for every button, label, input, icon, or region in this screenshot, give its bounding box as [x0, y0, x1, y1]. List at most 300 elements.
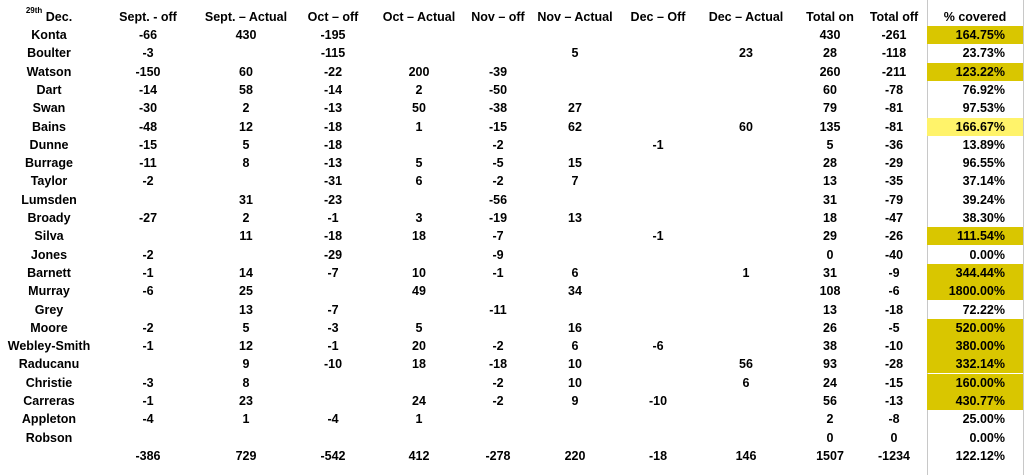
cell-total-off: -47 [884, 211, 904, 225]
cell-oct-actual: 2 [415, 82, 423, 97]
table-row [0, 374, 1024, 392]
cell-sept-actual: 430 [235, 28, 257, 42]
cell-total-on: 38 [823, 339, 837, 354]
player-name: Grey [34, 302, 64, 317]
player-name: Carreras [23, 394, 75, 408]
cell-total-off: -8 [888, 412, 900, 427]
cell-total-off: -18 [884, 302, 904, 317]
player-name: Taylor [30, 174, 68, 189]
cell-oct-actual: 49 [412, 284, 426, 299]
cell-dec-actual [698, 154, 794, 172]
cell-dec-actual: 56 [739, 357, 753, 372]
cell-total-off: -9 [888, 265, 900, 280]
cell-dec-actual [698, 99, 794, 117]
cell-total-off: -29 [884, 156, 904, 171]
cell-sept-actual: 5 [242, 137, 250, 152]
cell-total-on: 31 [823, 192, 837, 207]
table-row [0, 319, 1024, 337]
cell-dec-actual [698, 301, 794, 319]
cell-sept-actual: 9 [242, 357, 250, 372]
header-row [0, 8, 1024, 26]
cell-nov-off: -56 [488, 192, 508, 207]
cell-nov-off: -5 [492, 156, 504, 171]
table-row [0, 191, 1024, 209]
cell-nov-actual: 16 [568, 320, 582, 335]
cell-sept-actual: 58 [239, 82, 253, 97]
header-dec-off: Dec – Off [630, 10, 686, 24]
cell-nov-off: -15 [488, 119, 508, 134]
table-row [0, 227, 1024, 245]
cell-oct-actual [372, 26, 466, 44]
cell-percent-covered: 164.75% [927, 26, 1023, 44]
header-corner [0, 8, 98, 26]
cell-oct-actual: 200 [408, 64, 430, 79]
cell-sept-off [100, 191, 196, 209]
cell-nov-off: -2 [492, 339, 504, 354]
cell-sept-actual: 25 [239, 284, 253, 299]
cell-nov-actual [528, 227, 622, 245]
cell-dec-off [622, 154, 694, 172]
total-dec-actual: 146 [735, 448, 757, 463]
cell-sept-off: -2 [142, 320, 154, 335]
header-sept-off: Sept. - off [119, 10, 177, 24]
cell-nov-actual [528, 136, 622, 154]
cell-nov-off: -2 [492, 394, 504, 408]
table-row [0, 26, 1024, 44]
cell-oct-off: -18 [323, 229, 343, 244]
table-row [0, 118, 1024, 136]
cell-dec-off [622, 209, 694, 227]
cell-oct-off: -31 [323, 174, 343, 189]
cell-dec-actual [698, 191, 794, 209]
cell-total-off: -35 [884, 174, 904, 189]
cell-oct-actual [372, 191, 466, 209]
cell-percent-covered: 0.00% [969, 247, 1005, 262]
cell-sept-off: -1 [142, 339, 154, 354]
total-percent-covered: 122.12% [955, 448, 1005, 463]
cell-sept-off [100, 355, 196, 373]
cell-sept-off: -30 [138, 101, 158, 116]
cell-nov-actual: 6 [571, 265, 579, 280]
cell-oct-actual: 50 [412, 101, 426, 116]
table-row [0, 282, 1024, 300]
cell-total-on: 2 [826, 412, 834, 427]
cell-sept-actual: 5 [242, 320, 250, 335]
table-row [0, 99, 1024, 117]
cell-sept-off: -4 [142, 412, 154, 427]
cell-total-off: -26 [884, 229, 904, 244]
cell-nov-off: -2 [492, 137, 504, 152]
player-name: Barnett [27, 265, 71, 280]
cell-dec-off [622, 282, 694, 300]
cell-percent-covered: 25.00% [962, 412, 1005, 427]
cell-sept-actual: 8 [242, 375, 250, 390]
cell-oct-off: -7 [327, 302, 339, 317]
cell-oct-off: -14 [323, 82, 343, 97]
cell-sept-actual [198, 44, 294, 62]
cell-total-on: 56 [823, 394, 837, 408]
cell-dec-off [622, 118, 694, 136]
cell-total-off: -36 [884, 137, 904, 152]
cell-oct-off: -22 [323, 64, 343, 79]
cell-sept-off: -15 [138, 137, 158, 152]
cell-total-on: 28 [823, 46, 837, 61]
cell-oct-off: -3 [327, 320, 339, 335]
cell-percent-covered: 72.22% [962, 302, 1005, 317]
cell-oct-off [294, 374, 372, 392]
totals-row [0, 447, 1024, 465]
total-dec-off: -18 [648, 448, 668, 463]
cell-oct-actual [372, 374, 466, 392]
cell-dec-off [622, 172, 694, 190]
cell-nov-actual: 9 [571, 394, 579, 408]
header-percent-covered: % covered [943, 10, 1007, 24]
cell-total-off: -10 [884, 339, 904, 354]
cell-nov-actual: 15 [568, 156, 582, 171]
cell-dec-actual [698, 63, 794, 81]
cell-dec-off [622, 63, 694, 81]
cell-oct-off [294, 392, 372, 410]
cell-nov-off: -2 [492, 375, 504, 390]
cell-nov-actual: 7 [571, 174, 579, 189]
cell-dec-off [622, 319, 694, 337]
cell-nov-actual [528, 301, 622, 319]
cell-nov-actual [528, 63, 622, 81]
cell-sept-off [100, 301, 196, 319]
cell-dec-actual [698, 282, 794, 300]
cell-sept-off: -66 [138, 28, 158, 42]
cell-dec-actual [698, 392, 794, 410]
cell-oct-actual: 1 [415, 412, 423, 427]
player-name: Broady [27, 211, 71, 225]
cell-dec-off: -1 [652, 137, 664, 152]
cell-total-on: 28 [823, 156, 837, 171]
cell-dec-off [622, 44, 694, 62]
cell-total-on: 18 [823, 211, 837, 225]
cell-oct-actual [372, 136, 466, 154]
cell-sept-off: -150 [135, 64, 161, 79]
cell-oct-off: -7 [327, 265, 339, 280]
cell-total-off: -81 [884, 119, 904, 134]
player-name: Webley-Smith [7, 339, 91, 354]
cell-oct-off: -29 [323, 247, 343, 262]
cell-dec-off [622, 301, 694, 319]
player-name: Bains [31, 119, 67, 134]
total-nov-off: -278 [485, 448, 511, 463]
cell-total-off: -6 [888, 284, 900, 299]
cell-sept-off: -2 [142, 174, 154, 189]
cell-oct-actual: 3 [415, 211, 423, 225]
cell-percent-covered: 380.00% [927, 337, 1023, 355]
cell-percent-covered: 111.54% [927, 227, 1023, 245]
cell-total-off: -81 [884, 101, 904, 116]
cell-total-off: -28 [884, 357, 904, 372]
cell-dec-off: -1 [652, 229, 664, 244]
cell-total-off: -118 [881, 46, 907, 61]
cell-dec-actual [698, 337, 794, 355]
total-nov-actual: 220 [564, 448, 586, 463]
cell-total-on: 79 [823, 101, 837, 116]
cell-dec-actual: 1 [742, 265, 750, 280]
cell-total-on: 31 [823, 265, 837, 280]
player-name: Konta [31, 28, 67, 42]
header-corner-label: Dec. [45, 10, 73, 24]
cell-total-on: 0 [826, 430, 834, 445]
cell-oct-actual [372, 429, 466, 447]
header-nov-off: Nov – off [471, 10, 525, 24]
cell-sept-off: -2 [142, 247, 154, 262]
cell-nov-off: -38 [488, 101, 508, 116]
header-dec-actual: Dec – Actual [708, 10, 784, 24]
table-row [0, 246, 1024, 264]
table-row [0, 392, 1024, 410]
cell-nov-off [466, 410, 530, 428]
cell-nov-actual [528, 81, 622, 99]
cell-sept-actual: 12 [239, 339, 253, 354]
table-row [0, 264, 1024, 282]
cell-sept-off: -6 [142, 284, 154, 299]
table-row [0, 81, 1024, 99]
cell-nov-off: -9 [492, 247, 504, 262]
cell-total-on: 13 [823, 302, 837, 317]
cell-nov-actual: 13 [568, 211, 582, 225]
cell-nov-actual: 10 [568, 357, 582, 372]
cell-total-on: 60 [823, 82, 837, 97]
table-row [0, 63, 1024, 81]
table-row [0, 172, 1024, 190]
player-name: Dart [36, 82, 62, 97]
player-name: Appleton [21, 412, 77, 427]
cell-nov-off: -50 [488, 82, 508, 97]
cell-percent-covered: 520.00% [927, 319, 1023, 337]
cell-total-on: 26 [823, 320, 837, 335]
cell-dec-actual [698, 26, 794, 44]
cell-dec-off: -10 [648, 394, 668, 408]
cell-sept-actual: 12 [239, 119, 253, 134]
cell-dec-off [622, 26, 694, 44]
cell-percent-covered: 430.77% [927, 392, 1023, 410]
total-off: -1234 [878, 448, 910, 463]
cell-nov-off: -19 [488, 211, 508, 225]
cell-sept-actual: 31 [239, 192, 253, 207]
cell-nov-actual [528, 191, 622, 209]
cell-nov-off [466, 44, 530, 62]
cell-total-off: -40 [884, 247, 904, 262]
total-oct-actual: 412 [408, 448, 430, 463]
cell-dec-actual [698, 429, 794, 447]
cell-sept-off: -1 [142, 265, 154, 280]
cell-percent-covered: 0.00% [969, 430, 1005, 445]
cell-oct-off: -13 [323, 156, 343, 171]
cell-dec-off [622, 81, 694, 99]
cell-sept-off: -14 [138, 82, 158, 97]
player-name: Burrage [25, 156, 73, 171]
cell-total-on: 5 [826, 137, 834, 152]
cell-nov-off: -7 [492, 229, 504, 244]
header-corner-sup: 29th [25, 6, 43, 15]
cell-nov-actual: 6 [571, 339, 579, 354]
cell-total-off: -13 [884, 394, 904, 408]
cell-percent-covered: 97.53% [962, 101, 1005, 116]
cell-oct-off: -18 [323, 119, 343, 134]
cell-sept-actual: 13 [239, 302, 253, 317]
player-name: Jones [30, 247, 68, 262]
cell-nov-actual: 10 [568, 375, 582, 390]
cell-sept-actual: 23 [239, 394, 253, 408]
cell-nov-actual: 27 [568, 101, 582, 116]
cell-oct-actual: 6 [415, 174, 423, 189]
cell-dec-actual [698, 410, 794, 428]
total-sept-actual: 729 [235, 448, 257, 463]
cell-dec-actual [698, 227, 794, 245]
cell-sept-actual: 60 [239, 64, 253, 79]
cell-total-off: -5 [888, 320, 900, 335]
cell-oct-actual: 20 [412, 339, 426, 354]
cell-total-on: 260 [819, 64, 841, 79]
cell-oct-actual: 10 [412, 265, 426, 280]
cell-oct-actual: 24 [412, 394, 426, 408]
cell-oct-off: -10 [323, 357, 343, 372]
cell-sept-actual: 8 [242, 156, 250, 171]
player-name: Moore [30, 320, 68, 335]
cell-total-off: -78 [884, 82, 904, 97]
header-nov-actual: Nov – Actual [537, 10, 613, 24]
cell-dec-off [622, 191, 694, 209]
cell-oct-actual [372, 44, 466, 62]
cell-dec-actual [698, 172, 794, 190]
cell-percent-covered: 38.30% [962, 211, 1005, 225]
player-name: Robson [25, 430, 73, 445]
total-oct-off: -542 [320, 448, 346, 463]
cell-oct-off: -18 [323, 137, 343, 152]
cell-oct-off: -1 [327, 211, 339, 225]
total-sept-off: -386 [135, 448, 161, 463]
cell-nov-off: -18 [488, 357, 508, 372]
cell-sept-actual: 11 [239, 229, 253, 244]
cell-oct-off: -115 [320, 46, 346, 61]
cell-nov-off: -2 [492, 174, 504, 189]
cell-nov-off [466, 429, 530, 447]
cell-percent-covered: 332.14% [927, 355, 1023, 373]
cell-total-on: 13 [823, 174, 837, 189]
cell-oct-actual [372, 246, 466, 264]
cell-nov-off [466, 26, 530, 44]
cell-percent-covered: 39.24% [962, 192, 1005, 207]
player-name: Watson [26, 64, 72, 79]
cell-sept-off: -11 [139, 156, 157, 171]
cell-sept-actual: 2 [242, 101, 250, 116]
cell-nov-off [466, 319, 530, 337]
total-on: 1507 [816, 448, 844, 463]
player-name: Boulter [27, 46, 71, 61]
cell-total-off: -261 [881, 28, 907, 42]
player-name: Swan [32, 101, 66, 116]
player-name: Silva [34, 229, 64, 244]
cell-percent-covered: 37.14% [962, 174, 1005, 189]
cell-percent-covered: 13.89% [962, 137, 1005, 152]
cell-oct-off: -13 [323, 101, 343, 116]
cell-sept-actual [198, 246, 294, 264]
table-row [0, 355, 1024, 373]
cell-total-off: -211 [881, 64, 907, 79]
cell-sept-off: -3 [142, 375, 154, 390]
cell-sept-off: -27 [138, 211, 158, 225]
cell-sept-off: -3 [142, 46, 154, 61]
cell-dec-off [622, 429, 694, 447]
cell-sept-off [100, 227, 196, 245]
cell-total-on: 24 [823, 375, 837, 390]
cell-percent-covered: 344.44% [927, 264, 1023, 282]
cell-sept-off: -48 [138, 119, 158, 134]
cell-dec-off [622, 355, 694, 373]
cell-percent-covered: 160.00% [927, 374, 1023, 392]
header-total-off: Total off [869, 10, 919, 24]
totals-label [0, 447, 98, 465]
cell-oct-off [294, 429, 372, 447]
header-total-on: Total on [806, 10, 854, 24]
cell-sept-off: -1 [142, 394, 154, 408]
header-sept-actual: Sept. – Actual [204, 10, 288, 24]
cell-total-on: 93 [823, 357, 837, 372]
cell-total-on: 108 [819, 284, 841, 299]
cell-percent-covered: 123.22% [927, 63, 1023, 81]
cell-dec-actual [698, 319, 794, 337]
cell-oct-off: -1 [327, 339, 339, 354]
cell-sept-actual [198, 172, 294, 190]
cell-total-off: 0 [890, 430, 898, 445]
player-name: Christie [25, 375, 73, 390]
cell-total-on: 29 [823, 229, 837, 244]
table-row [0, 301, 1024, 319]
cell-total-on: 135 [819, 119, 841, 134]
cell-oct-actual [372, 301, 466, 319]
cell-percent-covered: 96.55% [962, 156, 1005, 171]
cell-oct-off [294, 282, 372, 300]
cell-nov-actual [528, 410, 622, 428]
table-row [0, 209, 1024, 227]
player-name: Raducanu [18, 357, 80, 372]
cell-dec-actual [698, 136, 794, 154]
table-row [0, 337, 1024, 355]
cell-total-off: -79 [884, 192, 904, 207]
cell-dec-actual [698, 246, 794, 264]
cell-sept-actual: 1 [242, 412, 250, 427]
cell-nov-actual: 34 [568, 284, 582, 299]
cell-oct-actual: 5 [415, 156, 423, 171]
cell-dec-off [622, 246, 694, 264]
cell-dec-off [622, 374, 694, 392]
cell-nov-actual: 5 [571, 46, 579, 61]
table-row [0, 154, 1024, 172]
cell-total-off: -15 [884, 375, 904, 390]
cell-dec-off: -6 [652, 339, 664, 354]
cell-total-on: 0 [826, 247, 834, 262]
header-oct-actual: Oct – Actual [382, 10, 456, 24]
cell-oct-off: -195 [320, 28, 346, 42]
cell-sept-actual: 2 [242, 211, 250, 225]
cell-nov-actual: 62 [568, 119, 582, 134]
cell-nov-off: -1 [492, 265, 504, 280]
cell-nov-actual [528, 246, 622, 264]
cell-dec-off [622, 410, 694, 428]
cell-oct-off: -23 [323, 192, 343, 207]
player-name: Lumsden [21, 192, 77, 207]
cell-nov-off: -11 [489, 302, 507, 317]
cell-dec-actual [698, 209, 794, 227]
table-row [0, 410, 1024, 428]
cell-sept-off [100, 429, 196, 447]
cell-percent-covered: 76.92% [962, 82, 1005, 97]
